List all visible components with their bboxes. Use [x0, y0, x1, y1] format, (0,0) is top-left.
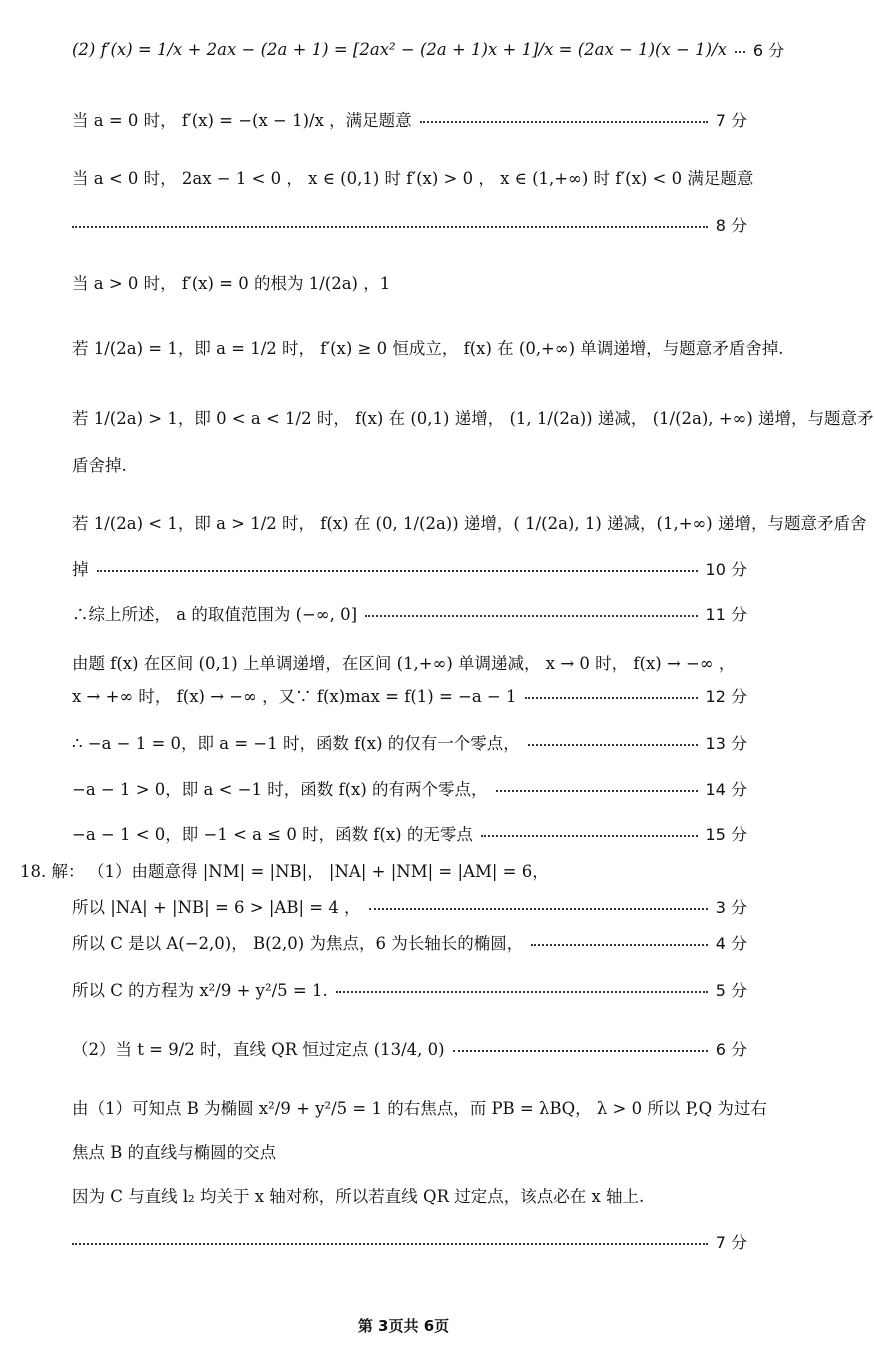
line-text: 所以 C 是以 A(−2,0)， B(2,0) 为焦点，6 为长轴长的椭圆， [72, 934, 524, 953]
score-label: 14 分 [705, 779, 747, 799]
line-2 [72, 102, 747, 136]
line-16 [72, 816, 747, 850]
score-label: 3 分 [715, 897, 747, 917]
line-text: ∴ −a − 1 = 0，即 a = −1 时，函数 f(x) 的仅有一个零点， [72, 734, 520, 753]
page-footer: 第 3页共 6页 [357, 1317, 450, 1335]
line-15 [72, 771, 747, 805]
line-3 [72, 160, 754, 194]
line-text: 若 1/(2a) = 1，即 a = 1/2 时， f′(x) ≥ 0 恒成立， f(x) 在 (0,+∞) 单调递增，与题意矛盾舍掉. [72, 339, 784, 358]
line-text: 当 a = 0 时， f′(x) = −(x − 1)/x ，满足题意 [72, 111, 412, 130]
line-text: （2）当 t = 9/2 时，直线 QR 恒过定点 (13/4, 0) [72, 1040, 445, 1059]
line-7 [72, 400, 874, 434]
leader-dots [97, 570, 698, 572]
score-label: 4 分 [715, 933, 747, 953]
section-label [20, 853, 85, 887]
score-label: 7 分 [715, 110, 747, 130]
leader-dots [735, 51, 745, 53]
leader-dots [531, 944, 708, 946]
line-18 [72, 889, 747, 923]
score-label: 7 分 [715, 1232, 747, 1252]
line-text: 当 a < 0 时， 2ax − 1 < 0 ， x ∈ (0,1) 时 f′(x) > 0 ， x ∈ (1,+∞) 时 f′(x) < 0 满足题意 [72, 169, 754, 188]
line-1 [72, 32, 785, 66]
line-5 [72, 265, 747, 299]
line-10 [72, 551, 747, 585]
line-text: ∴综上所述， a 的取值范围为 (−∞, 0] [72, 605, 358, 624]
line-22 [72, 1090, 767, 1124]
leader-dots [528, 744, 698, 746]
section-number: 18. 解： [20, 862, 85, 881]
line-text: (2) f′(x) = 1/x + 2ax − (2a + 1) = [2ax² − (2a + 1)x + 1]/x = (2ax − 1)(x − 1)/x [72, 39, 727, 59]
leader-dots [369, 908, 708, 910]
leader-dots [336, 991, 708, 993]
line-text: 盾舍掉. [72, 456, 127, 475]
line-text: 若 1/(2a) < 1，即 a > 1/2 时， f(x) 在 (0, 1/(2a)) 递增，( 1/(2a), 1) 递减，(1,+∞) 递增，与题意矛盾舍 [72, 514, 867, 533]
line-13 [72, 678, 747, 712]
leader-dots [72, 226, 708, 228]
score-label: 11 分 [705, 604, 747, 624]
line-25 [72, 1224, 747, 1258]
line-text: 所以 C 的方程为 x²/9 + y²/5 = 1. [72, 981, 328, 1000]
score-label: 8 分 [715, 215, 747, 235]
line-19 [72, 925, 747, 959]
line-14 [72, 725, 747, 759]
line-8 [72, 447, 747, 481]
score-label: 12 分 [705, 686, 747, 706]
line-text: −a − 1 > 0，即 a < −1 时，函数 f(x) 的有两个零点， [72, 780, 488, 799]
line-text: 若 1/(2a) > 1，即 0 < a < 1/2 时， f(x) 在 (0,1) 递增， (1, 1/(2a)) 递减， (1/(2a), +∞) 递增，与题意矛 [72, 409, 874, 428]
line-9 [72, 505, 867, 539]
line-17 [88, 853, 747, 887]
leader-dots [481, 835, 698, 837]
score-label: 10 分 [705, 559, 747, 579]
line-23 [72, 1134, 747, 1168]
line-21 [72, 1031, 747, 1065]
line-text: 由题 f(x) 在区间 (0,1) 上单调递增，在区间 (1,+∞) 单调递减， x → 0 时， f(x) → −∞ ， [72, 654, 736, 673]
line-text: （1）由题意得 |NM| = |NB|， |NA| + |NM| = |AM| = 6， [88, 862, 549, 881]
leader-dots [525, 697, 698, 699]
score-label: 15 分 [705, 824, 747, 844]
leader-dots [420, 121, 708, 123]
line-text: 由（1）可知点 B 为椭圆 x²/9 + y²/5 = 1 的右焦点，而 PB = λBQ， λ > 0 所以 P,Q 为过右 [72, 1099, 767, 1118]
score-label: 6 分 [715, 1039, 747, 1059]
line-text: 所以 |NA| + |NB| = 6 > |AB| = 4 ， [72, 898, 361, 917]
leader-dots [453, 1050, 708, 1052]
leader-dots [365, 615, 698, 617]
line-6 [72, 330, 784, 364]
leader-dots [72, 1243, 708, 1245]
line-text: −a − 1 < 0，即 −1 < a ≤ 0 时，函数 f(x) 的无零点 [72, 825, 473, 844]
score-label: 5 分 [715, 980, 747, 1000]
line-12 [72, 645, 747, 679]
leader-dots [496, 790, 698, 792]
line-text: 因为 C 与直线 l₂ 均关于 x 轴对称，所以若直线 QR 过定点，该点必在 x 轴上. [72, 1187, 645, 1206]
score-label: 13 分 [705, 733, 747, 753]
line-text: 掉 [72, 560, 89, 579]
line-11 [72, 596, 747, 630]
line-text: 焦点 B 的直线与椭圆的交点 [72, 1143, 277, 1162]
line-text: 当 a > 0 时， f′(x) = 0 的根为 1/(2a) ，1 [72, 274, 391, 293]
line-4 [72, 207, 747, 241]
line-24 [72, 1178, 747, 1212]
line-20 [72, 972, 747, 1006]
line-text: x → +∞ 时， f(x) → −∞ ，又∵ f(x)max = f(1) = −a − 1 [72, 687, 517, 706]
score-label: 6 分 [752, 40, 785, 60]
